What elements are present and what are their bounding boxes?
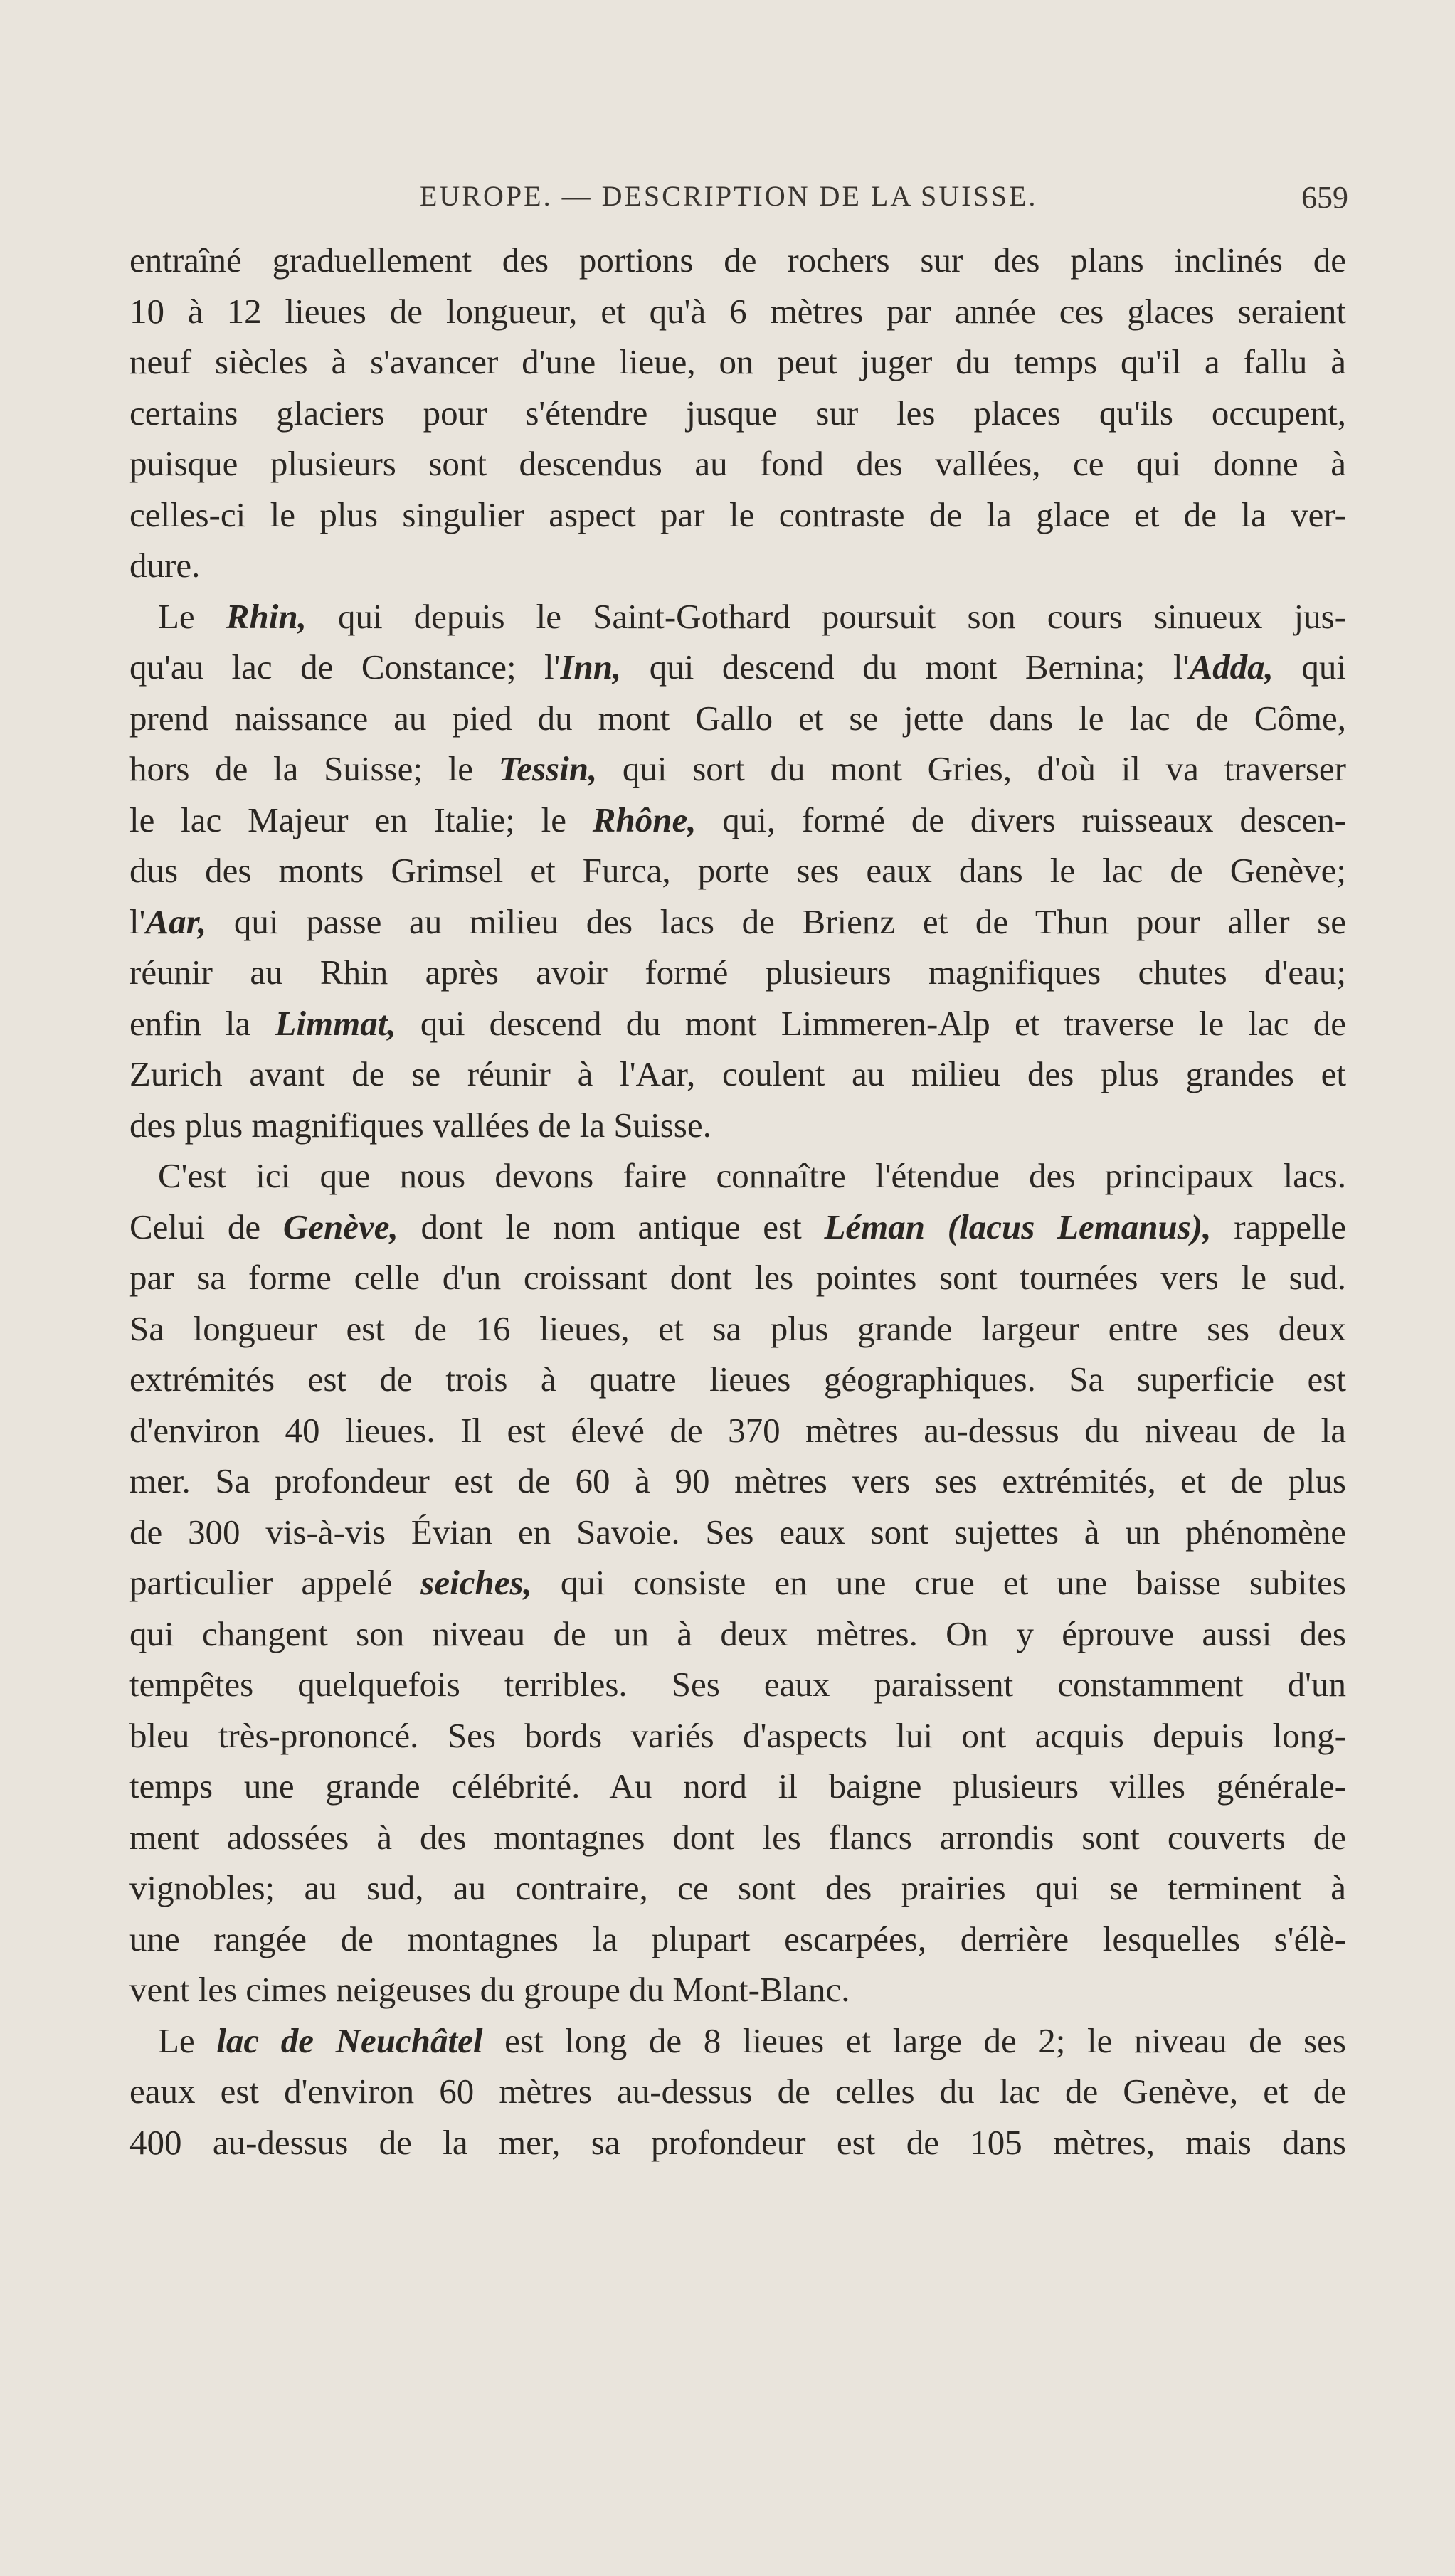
lake-name: Léman (lacus Lemanus),: [824, 1207, 1212, 1246]
text-line: l'Aar, qui passe au milieu des lacs de Brienz et de Thun pour aller se: [129, 901, 1346, 941]
river-name: Adda,: [1189, 647, 1274, 687]
text-line: entraîné graduellement des portions de rochers sur des plans inclinés de: [129, 240, 1346, 280]
text-line: temps une grande célébrité. Au nord il baigne plusieurs villes générale-: [129, 1766, 1346, 1806]
text-line: dure.: [129, 546, 201, 585]
text-line: hors de la Suisse; le Tessin, qui sort du mont Gries, d'où il va traverser: [129, 749, 1346, 788]
body-text: [129, 235, 1346, 2168]
text-line: qu'au lac de Constance; l'Inn, qui descend du mont Bernina; l'Adda, qui: [129, 647, 1346, 687]
text-line: Le lac de Neuchâtel est long de 8 lieues et large de 2; le niveau de ses: [158, 2020, 1346, 2060]
text-line: celles-ci le plus singulier aspect par le contraste de la glace et de la ver-: [129, 494, 1346, 534]
lake-name: Genève,: [282, 1207, 398, 1246]
text-line: particulier appelé seiches, qui consiste en une crue et une baisse subites: [129, 1563, 1346, 1602]
text-line: certains glaciers pour s'étendre jusque sur les places qu'ils occupent,: [129, 393, 1346, 433]
text-line: C'est ici que nous devons faire connaître l'étendue des principaux lacs.: [158, 1156, 1346, 1195]
text-line: vignobles; au sud, au contraire, ce sont des prairies qui se terminent à: [129, 1868, 1346, 1907]
text-line: neuf siècles à s'avancer d'une lieue, on peut juger du temps qu'il a fallu à: [129, 342, 1346, 381]
text-line: puisque plusieurs sont descendus au fond des vallées, ce qui donne à: [129, 444, 1346, 483]
text-line: prend naissance au pied du mont Gallo et se jette dans le lac de Côme,: [129, 698, 1346, 738]
text-line: ment adossées à des montagnes dont les flancs arrondis sont couverts de: [129, 1817, 1346, 1857]
lake-name: lac de Neuchâtel: [216, 2020, 483, 2060]
text-line: eaux est d'environ 60 mètres au-dessus de celles du lac de Genève, et de: [129, 2072, 1346, 2111]
text-line: Celui de Genève, dont le nom antique est Léman (lacus Lemanus), rappelle: [129, 1207, 1346, 1246]
river-name: Aar,: [145, 901, 207, 941]
text-line: Sa longueur est de 16 lieues, et sa plus grande largeur entre ses deux: [129, 1308, 1346, 1348]
term: seiches,: [420, 1563, 532, 1602]
text-line: 400 au-dessus de la mer, sa profondeur est de 105 mètres, mais dans: [129, 2122, 1346, 2162]
text-line: une rangée de montagnes la plupart escarpées, derrière lesquelles s'élè-: [129, 1919, 1346, 1958]
river-name: Inn,: [560, 647, 622, 687]
text-line: 10 à 12 lieues de longueur, et qu'à 6 mètres par année ces glaces seraient: [129, 291, 1346, 331]
running-header: [132, 179, 1348, 222]
text-line: qui changent son niveau de un à deux mètres. On y éprouve aussi des: [129, 1613, 1346, 1653]
text-line: mer. Sa profondeur est de 60 à 90 mètres vers ses extrémités, et de plus: [129, 1461, 1346, 1500]
text-line: dus des monts Grimsel et Furca, porte ses eaux dans le lac de Genève;: [129, 851, 1346, 890]
text-line: tempêtes quelquefois terribles. Ses eaux paraissent constamment d'un: [129, 1665, 1346, 1704]
text-line: d'environ 40 lieues. Il est élevé de 370 mètres au-dessus du niveau de la: [129, 1410, 1346, 1450]
river-name: Limmat,: [275, 1003, 396, 1043]
text-line: Zurich avant de se réunir à l'Aar, coulent au milieu des plus grandes et: [129, 1054, 1346, 1093]
river-name: Rhône,: [592, 800, 697, 839]
header-title: EUROPE. — DESCRIPTION DE LA SUISSE.: [420, 180, 1038, 212]
text-line: de 300 vis-à-vis Évian en Savoie. Ses eaux sont sujettes à un phénomène: [129, 1512, 1346, 1552]
page-number: 659: [1301, 180, 1348, 215]
text-line: extrémités est de trois à quatre lieues géographiques. Sa superficie est: [129, 1359, 1346, 1399]
river-name: Rhin,: [226, 596, 307, 636]
text-line: réunir au Rhin après avoir formé plusieurs magnifiques chutes d'eau;: [129, 953, 1346, 992]
text-line: Le Rhin, qui depuis le Saint-Gothard poursuit son cours sinueux jus-: [158, 596, 1346, 636]
text-line: le lac Majeur en Italie; le Rhône, qui, formé de divers ruisseaux descen-: [129, 800, 1346, 839]
text-line: par sa forme celle d'un croissant dont les pointes sont tournées vers le sud.: [129, 1258, 1346, 1297]
text-line: bleu très-prononcé. Ses bords variés d'aspects lui ont acquis depuis long-: [129, 1715, 1346, 1755]
text-line: des plus magnifiques vallées de la Suisse.: [129, 1105, 711, 1145]
river-name: Tessin,: [498, 749, 598, 788]
text-line: vent les cimes neigeuses du groupe du Mont-Blanc.: [129, 1970, 850, 2009]
text-line: enfin la Limmat, qui descend du mont Limmeren-Alp et traverse le lac de: [129, 1003, 1346, 1043]
